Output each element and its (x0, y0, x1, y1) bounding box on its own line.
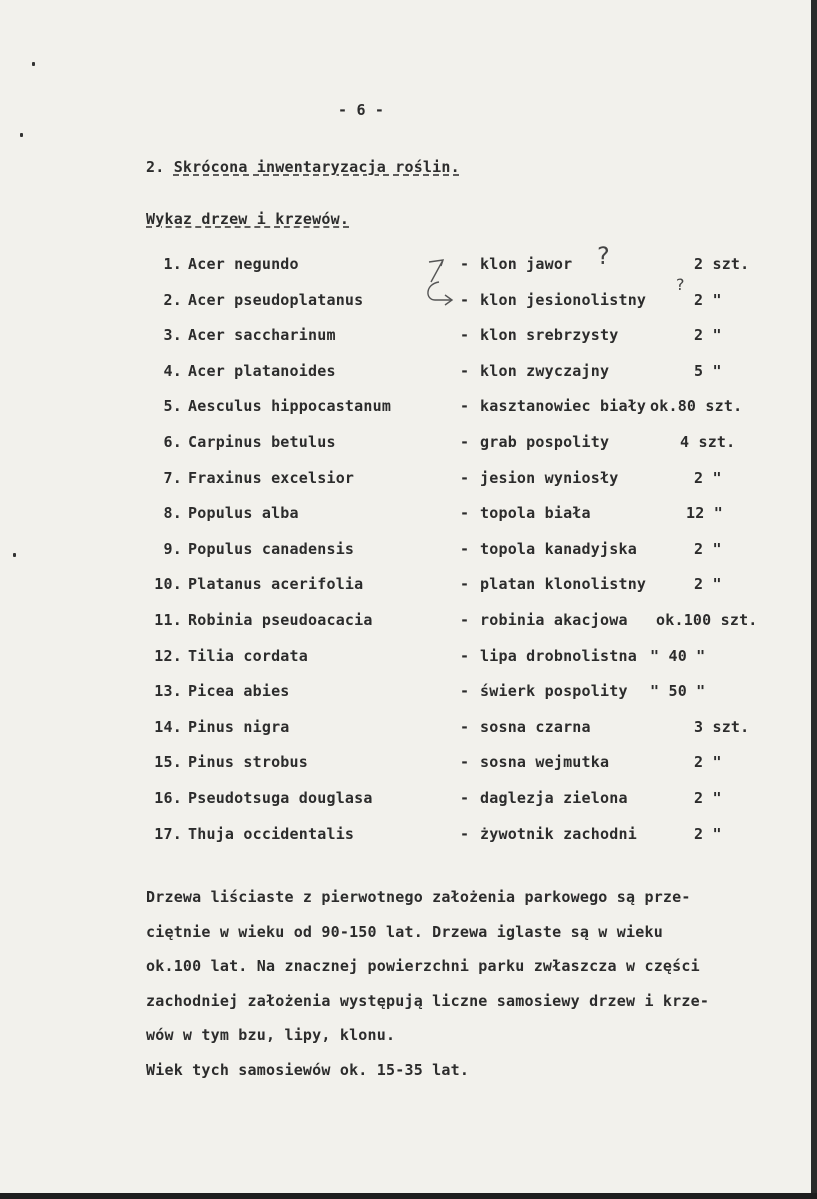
paragraph-line: wów w tym bzu, lipy, klonu. (146, 1026, 396, 1044)
dash: - (460, 717, 470, 736)
polish-name: daglezja zielona (480, 789, 628, 807)
paragraph-line: Drzewa liściaste z pierwotnego założenia parkowego są prze- (146, 888, 691, 906)
polish-name: grab pospolity (480, 433, 610, 451)
item-number: 1. (163, 255, 182, 273)
polish-name: klon srebrzysty (480, 326, 619, 345)
dash: - (460, 361, 470, 380)
item-number: 5. (163, 397, 182, 416)
scan-edge-bottom (0, 1193, 817, 1199)
list-title: Wykaz drzew i krzewów. (146, 210, 350, 228)
latin-name: Acer saccharinum (188, 326, 336, 345)
item-number: 14. (154, 717, 182, 736)
quantity: 2 " (694, 290, 722, 309)
item-number: 2. (163, 290, 182, 309)
latin-name: Fraxinus excelsior (188, 468, 355, 487)
item-number: 15. (154, 753, 182, 772)
quantity: ok.100 szt. (656, 611, 758, 629)
latin-name: Populus canadensis (188, 539, 355, 558)
polish-name: żywotnik zachodni (480, 824, 637, 843)
dash: - (460, 753, 470, 772)
scan-speck (32, 62, 35, 66)
latin-name: Platanus acerifolia (188, 575, 364, 594)
quantity: 2 szt. (694, 255, 750, 273)
quantity: ok.80 szt. (650, 397, 743, 416)
item-number: 3. (163, 326, 182, 345)
polish-name: sosna czarna (480, 717, 591, 736)
item-number: 13. (154, 682, 182, 701)
item-number: 7. (163, 468, 182, 487)
latin-name: Pinus nigra (188, 717, 290, 736)
latin-name: Picea abies (188, 682, 290, 701)
dash: - (460, 646, 470, 665)
scan-speck (20, 133, 23, 137)
latin-name: Pinus strobus (188, 753, 308, 772)
polish-name: topola kanadyjska (480, 539, 637, 558)
paragraph-line: ok.100 lat. Na znacznej powierzchni parku zwłaszcza w części (146, 957, 700, 975)
item-number: 16. (154, 789, 182, 807)
item-number: 6. (163, 433, 182, 451)
quantity: 2 " (694, 789, 722, 807)
latin-name: Pseudotsuga douglasa (188, 789, 373, 807)
item-number: 17. (154, 824, 182, 843)
quantity: 2 " (694, 824, 722, 843)
quantity: 2 " (694, 326, 722, 345)
dash: - (460, 682, 470, 701)
polish-name: klon jesionolistny (480, 290, 647, 309)
quantity: 12 " (686, 504, 723, 523)
dash: - (460, 397, 470, 416)
latin-name: Acer pseudoplatanus (188, 290, 364, 309)
dash: - (460, 290, 470, 309)
latin-name: Populus alba (188, 504, 299, 523)
polish-name: robinia akacjowa (480, 611, 628, 629)
dash: - (460, 789, 470, 807)
dash: - (460, 433, 470, 451)
item-number: 12. (154, 646, 182, 665)
paragraph-line: Wiek tych samosiewów ok. 15-35 lat. (146, 1060, 470, 1079)
polish-name: klon zwyczajny (480, 361, 610, 380)
section-title: Skrócona inwentaryzacja roślin. (173, 158, 460, 176)
quantity: 2 " (694, 753, 722, 772)
quantity: 4 szt. (680, 433, 736, 451)
dash: - (460, 611, 470, 629)
polish-name: lipa drobnolistna (480, 646, 637, 665)
paragraph-line: zachodniej założenia występują liczne samosiewy drzew i krze- (146, 991, 710, 1010)
latin-name: Acer negundo (188, 255, 299, 273)
handwritten-question-mark: ? (597, 242, 610, 270)
dash: - (460, 255, 470, 273)
section-number: 2. (146, 158, 165, 176)
dash: - (460, 824, 470, 843)
item-number: 8. (163, 504, 182, 523)
scan-edge-right (811, 0, 817, 1199)
dash: - (460, 575, 470, 594)
latin-name: Tilia cordata (188, 646, 308, 665)
dash: - (460, 468, 470, 487)
quantity: 2 " (694, 468, 722, 487)
polish-name: klon jawor (480, 255, 573, 273)
dash: - (460, 504, 470, 523)
polish-name: sosna wejmutka (480, 753, 610, 772)
quantity: 2 " (694, 575, 722, 594)
paragraph (146, 880, 796, 1087)
handwritten-question-mark: ? (676, 275, 685, 294)
dash: - (460, 326, 470, 345)
section-heading (146, 158, 460, 176)
page-number: - 6 - (338, 101, 385, 119)
handwritten-swap-arrows (421, 250, 470, 312)
item-number: 4. (163, 361, 182, 380)
quantity: 2 " (694, 539, 722, 558)
latin-name: Thuja occidentalis (188, 824, 355, 843)
polish-name: jesion wyniosły (480, 468, 619, 487)
latin-name: Robinia pseudoacacia (188, 611, 373, 629)
item-number: 9. (163, 539, 182, 558)
dash: - (460, 539, 470, 558)
latin-name: Acer platanoides (188, 361, 336, 380)
polish-name: topola biała (480, 504, 591, 523)
polish-name: platan klonolistny (480, 575, 647, 594)
quantity: 5 " (694, 361, 722, 380)
latin-name: Carpinus betulus (188, 433, 336, 451)
item-number: 11. (154, 611, 182, 629)
quantity: " 40 " (650, 646, 706, 665)
polish-name: świerk pospolity (480, 682, 628, 701)
quantity: 3 szt. (694, 717, 750, 736)
scan-speck (13, 553, 16, 557)
polish-name: kasztanowiec biały (480, 397, 647, 416)
paragraph-line: ciętnie w wieku od 90-150 lat. Drzewa iglaste są w wieku (146, 922, 663, 941)
quantity: " 50 " (650, 682, 706, 701)
latin-name: Aesculus hippocastanum (188, 397, 392, 416)
item-number: 10. (154, 575, 182, 594)
